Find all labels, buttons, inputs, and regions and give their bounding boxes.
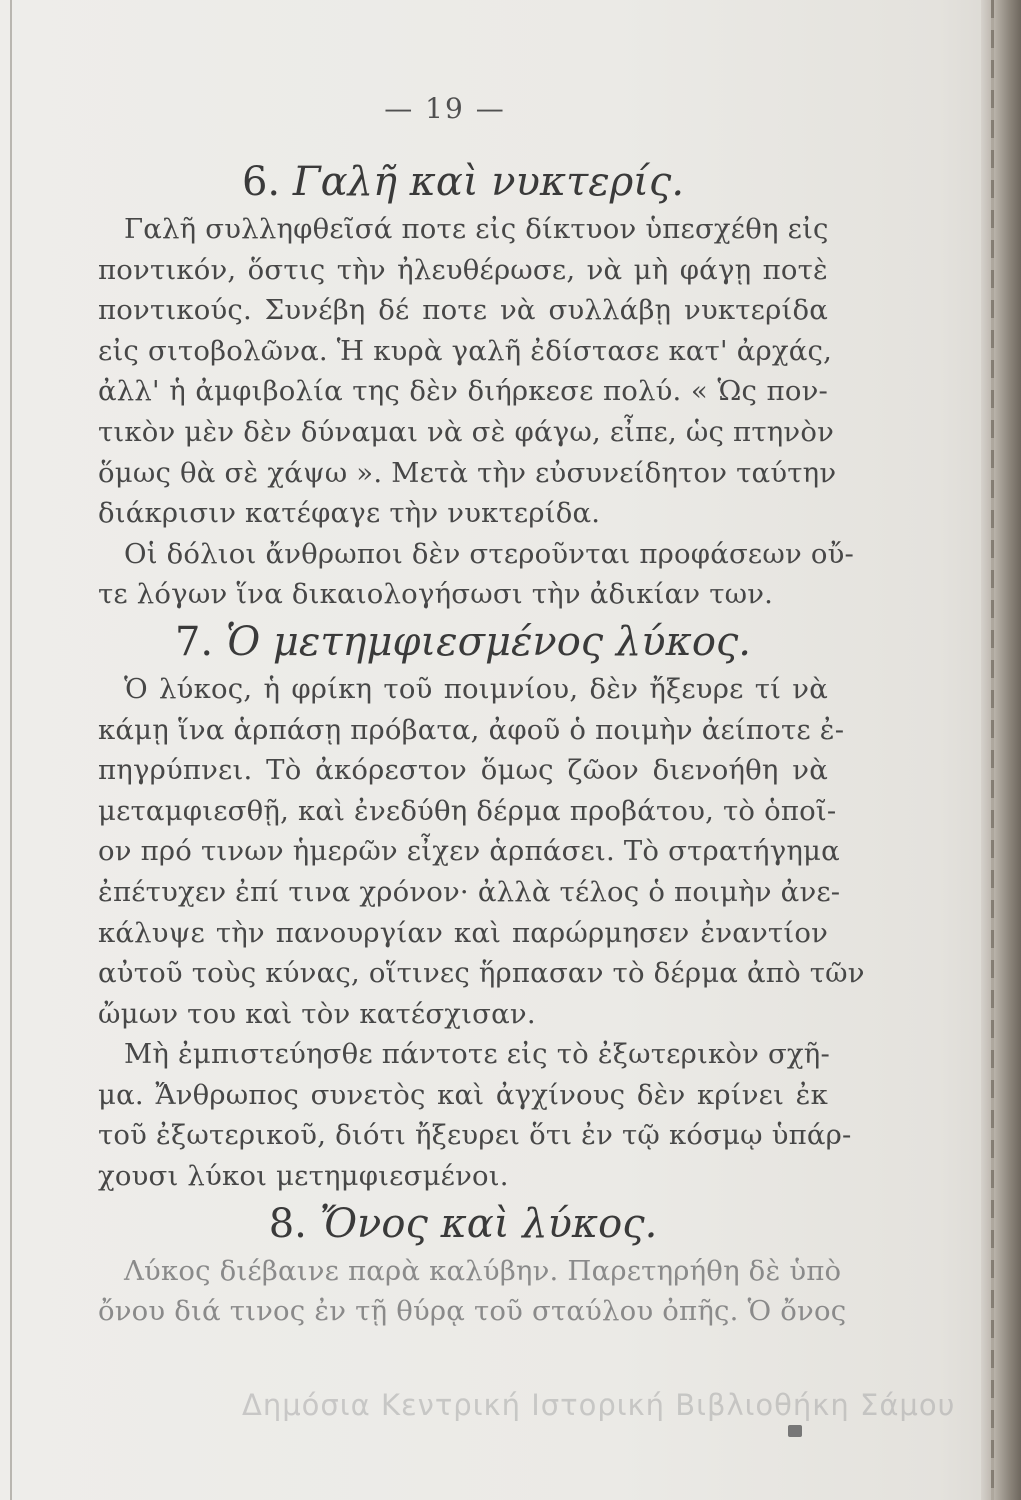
section-number: 8. — [268, 1200, 307, 1247]
text-line: τε λόγων ἵνα δικαιολογήσωσι τὴν ἀδικίαν των. — [98, 578, 774, 611]
text-line: ἐπέτυχεν ἐπί τινα χρόνον· ἀλλὰ τέλος ὁ ποιμὴν ἀνε- — [98, 875, 841, 908]
text-line: Οἱ δόλιοι ἄνθρωποι δὲν στεροῦνται προφάσεων οὔ- — [124, 537, 855, 570]
text-line: κάλυψε τὴν πανουργίαν καὶ παρώρμησεν ἐναντίον — [98, 916, 828, 949]
section-title: Ὄνος καὶ λύκος. — [319, 1200, 658, 1247]
section-heading-6 — [98, 155, 828, 209]
ink-mark — [788, 1425, 802, 1437]
text-line: ποντικούς. Συνέβη δέ ποτε νὰ συλλάβῃ νυκτερίδα — [98, 294, 828, 327]
section-title: Γαλῆ καὶ νυκτερίς. — [292, 159, 685, 205]
text-line: Ὁ λύκος, ἡ φρίκη τοῦ ποιμνίου, δὲν ἤξευρε τί νὰ — [124, 672, 828, 705]
text-line: τικὸν μὲν δὲν δύναμαι νὰ σὲ φάγω, εἶπε, ὡς πτηνὸν — [98, 415, 835, 448]
text-line: τοῦ ἐξωτερικοῦ, διότι ἤξευρει ὅτι ἐν τῷ κόσμῳ ὑπάρ- — [98, 1119, 852, 1152]
section-heading-7 — [98, 615, 828, 669]
text-line: Γαλῆ συλληφθεῖσά ποτε εἰς δίκτυον ὑπεσχέθη εἰς — [124, 213, 829, 245]
text-line: ποντικόν, ὅστις τὴν ἠλευθέρωσε, νὰ μὴ φάγῃ ποτὲ — [98, 253, 828, 286]
text-line: ὄνου διά τινος ἐν τῇ θύρᾳ τοῦ σταύλου ὀπῆς. Ὁ ὄνος — [98, 1295, 847, 1328]
text-line: ον πρό τινων ἡμερῶν εἶχεν ἁρπάσει. Τὸ στρατήγημα — [98, 835, 840, 868]
section-number: 6. — [241, 159, 281, 205]
text-line: Λύκος διέβαινε παρὰ καλύβην. Παρετηρήθη δὲ ὑπὸ — [124, 1254, 842, 1287]
section-title: Ὁ μετημφιεσμένος λύκος. — [225, 618, 752, 665]
text-line: ὤμων του καὶ τὸν κατέσχισαν. — [98, 997, 536, 1030]
text-line: μεταμφιεσθῇ, καὶ ἐνεδύθη δέρμα προβάτου, τὸ ὁποῖ- — [98, 794, 837, 827]
text-line: χουσι λύκοι μετημφιεσμένοι. — [98, 1160, 509, 1193]
text-line: μα. Ἄνθρωπος συνετὸς καὶ ἀγχίνους δὲν κρίνει ἐκ — [98, 1078, 828, 1111]
book-spine-edge — [981, 0, 1021, 1500]
text-line: εἰς σιτοβολῶνα. Ἡ κυρὰ γαλῆ ἐδίστασε κατ' ἀρχάς, — [98, 334, 833, 367]
section-heading-8 — [98, 1197, 828, 1251]
text-line: πηγρύπνει. Τὸ ἀκόρεστον ὅμως ζῶον διενοήθη νὰ — [98, 754, 828, 787]
page-number: — 19 — — [384, 92, 506, 125]
text-line: διάκρισιν κατέφαγε τὴν νυκτερίδα. — [98, 497, 601, 530]
text-line: Μὴ ἐμπιστεύησθε πάντοτε εἰς τὸ ἐξωτερικὸν σχῆ- — [124, 1038, 830, 1071]
text-line: κάμῃ ἵνα ἁρπάσῃ πρόβατα, ἀφοῦ ὁ ποιμὴν ἀείποτε ἐ- — [98, 713, 845, 746]
page-text — [98, 155, 865, 1332]
text-line: ἀλλ' ἡ ἀμφιβολία της δὲν διήρκεσε πολύ. « Ὡς πον- — [98, 375, 828, 408]
text-line: ὅμως θὰ σὲ χάψω ». Μετὰ τὴν εὐσυνείδητον ταύτην — [98, 456, 837, 489]
library-watermark: Δημόσια Κεντρική Ιστορική Βιβλιοθήκη Σάμου — [242, 1388, 956, 1422]
left-margin-rule — [10, 0, 12, 1500]
text-line: αὐτοῦ τοὺς κύνας, οἵτινες ἥρπασαν τὸ δέρμα ἀπὸ τῶν — [98, 957, 865, 990]
section-number: 7. — [174, 618, 214, 665]
